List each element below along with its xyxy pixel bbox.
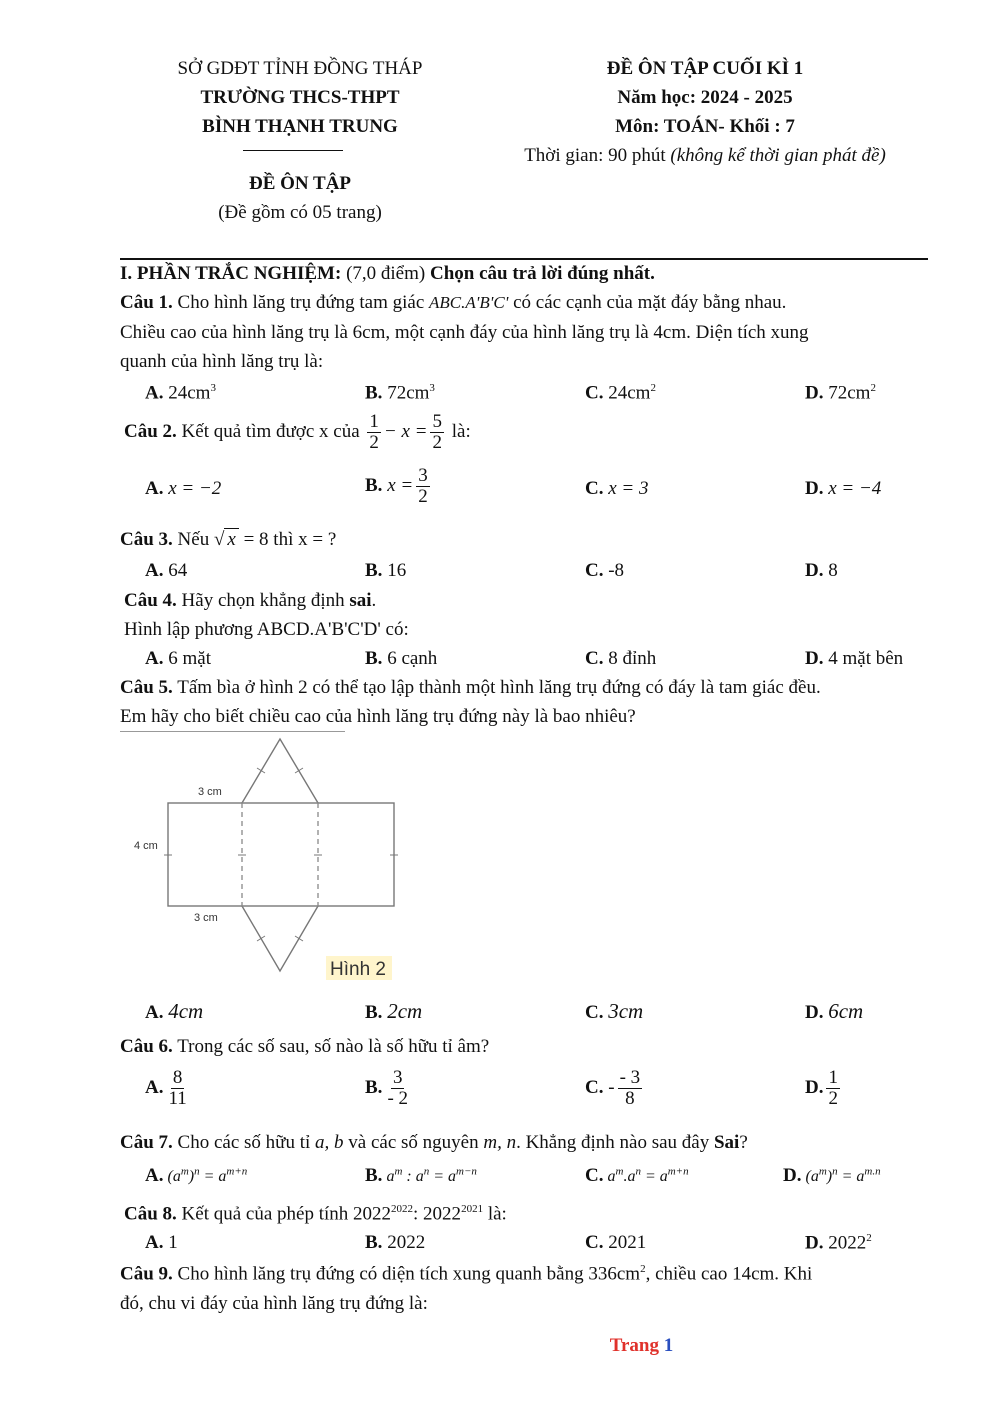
fig-label-bottom: 3 cm (194, 912, 218, 924)
q3-post: = 8 thì x = ? (243, 529, 337, 550)
section-divider (120, 258, 928, 260)
q2-option-c[interactable]: C. x = 3 (585, 478, 649, 499)
q9-line2: đó, chu vi đáy của hình lăng trụ đứng là: (120, 1293, 428, 1314)
question-9: Câu 9. Cho hình lăng trụ đứng có diện tích xung quanh bằng $336cm^2$, chiều cao 14cm. Khi (120, 1263, 813, 1285)
header-divider (243, 150, 343, 151)
q2-label: Câu 2. (124, 420, 177, 442)
q2-option-a[interactable]: A. x = −2 (145, 478, 222, 499)
time-main: Thời gian: 90 phút (524, 145, 666, 166)
q7-option-c[interactable]: C. $a^m.a^n = a^{m+n}$ (585, 1165, 689, 1186)
q6-option-a[interactable]: A. $\frac{8}{11}$ (145, 1067, 187, 1109)
q1-option-b[interactable]: B. $72cm^3$ (365, 382, 435, 404)
footer-word: Trang (609, 1335, 659, 1356)
school-year: Năm học: 2024 - 2025 (617, 87, 793, 108)
q4-text: Hãy chọn khẳng định (181, 590, 345, 611)
question-4: Câu 4. Hãy chọn khẳng định sai. (124, 590, 377, 611)
fig-label-top: 3 cm (198, 786, 222, 798)
question-7: Câu 7. Cho các số hữu tỉ a, b và các số nguyên m, n. Khẳng định nào sau đây Sai? (120, 1132, 748, 1153)
q6-text: Trong các số sau, số nào là số hữu tỉ âm? (177, 1036, 490, 1057)
q8-option-a[interactable]: A. 1 (145, 1232, 178, 1253)
q6-option-b[interactable]: B. $\frac{3}{- 2}$ (365, 1067, 409, 1109)
footer-number: 1 (663, 1335, 674, 1356)
outer-rect (168, 803, 394, 906)
subject: Môn: TOÁN- Khối : 7 (615, 116, 795, 137)
q1-option-c[interactable]: C. $24cm^2$ (585, 382, 656, 404)
q6-option-c[interactable]: C. - $\frac{- 3}{8}$ (585, 1067, 641, 1109)
fig-label-left: 4 cm (134, 840, 158, 852)
top-triangle (242, 739, 318, 803)
q5-option-a[interactable]: A. 4cm (145, 999, 204, 1023)
q5-underline (120, 731, 345, 732)
exam-title: ĐỀ ÔN TẬP CUỐI KÌ 1 (606, 58, 804, 79)
q8-option-c[interactable]: C. 2021 (585, 1232, 647, 1253)
q5-option-c[interactable]: C. 3cm (585, 999, 644, 1023)
question-3 (120, 529, 336, 551)
q4-label: Câu 4. (124, 590, 177, 611)
q7-option-b[interactable]: B. $a^m$ : $a^n = a^{m-n}$ (365, 1165, 477, 1186)
school-line2: BÌNH THẠNH TRUNG (202, 116, 398, 137)
q2-text: Kết quả tìm được x của (181, 420, 360, 442)
q2-frac-1: $\frac{1}{2}$ (369, 411, 379, 453)
q5-line2: Em hãy cho biết chiều cao của hình lăng trụ đứng này là bao nhiêu? (120, 706, 636, 727)
q4-bold: sai (349, 590, 372, 611)
q4-option-a[interactable]: A. 6 mặt (145, 648, 211, 669)
q9-label: Câu 9. (120, 1263, 173, 1285)
q3-sqrt: √ x (214, 528, 239, 550)
q3-option-c[interactable]: C. -8 (585, 560, 625, 581)
q3-option-a[interactable]: A. 64 (145, 560, 188, 581)
q3-pre: Nếu (177, 529, 210, 550)
q6-option-d[interactable]: D. $\frac{1}{2}$ (805, 1067, 838, 1109)
question-1 (120, 292, 930, 314)
q8-option-d[interactable]: D. 2022$^2$ (805, 1232, 872, 1254)
q2-eq: − x = (383, 420, 428, 442)
q5-line1: Tấm bìa ở hình 2 có thể tạo lập thành một hình lăng trụ đứng có đáy là tam giác đều. (177, 677, 821, 698)
q2-tail: là: (451, 420, 471, 442)
q5-option-d[interactable]: D. 6cm (805, 999, 864, 1023)
q1-text-b: có các cạnh của mặt đáy bằng nhau. (513, 292, 787, 313)
q4-option-b[interactable]: B. 6 cạnh (365, 648, 438, 669)
q1-line3: quanh của hình lăng trụ là: (120, 351, 324, 372)
section-heading (120, 263, 655, 285)
prism-net-figure (120, 735, 420, 985)
pages-note: (Đề gồm có 05 trang) (218, 202, 382, 223)
q7-option-a[interactable]: A. $(a^m)^n = a^{m+n}$ (145, 1165, 248, 1186)
section-instruction: Chọn câu trả lời đúng nhất. (429, 263, 655, 284)
exam-time (490, 145, 920, 167)
section-points: (7,0 điểm) (346, 263, 426, 284)
q1-text: Cho hình lăng trụ đứng tam giác (177, 292, 425, 313)
q2-frac-2: $\frac{5}{2}$ (432, 411, 442, 453)
q4-line2: Hình lập phương ABCD.A'B'C'D' có: (124, 619, 409, 640)
q1-prism: ABC.A'B'C' (429, 293, 509, 312)
dept-name: SỞ GDĐT TỈNH ĐỒNG THÁP (177, 58, 423, 79)
header-left (120, 58, 480, 145)
exam-label: ĐỀ ÔN TẬP (248, 173, 352, 194)
q6-label: Câu 6. (120, 1036, 173, 1057)
school-line1: TRƯỜNG THCS-THPT (200, 87, 400, 108)
q5-option-b[interactable]: B. 2cm (365, 999, 423, 1023)
q8-option-b[interactable]: B. 2022 (365, 1232, 426, 1253)
header-right (490, 58, 920, 167)
q3-option-d[interactable]: D. 8 (805, 560, 838, 581)
q2-option-b[interactable]: B. x = $\frac{3}{2}$ (365, 465, 428, 507)
time-note: (không kể thời gian phát đề) (670, 145, 886, 166)
q4-option-c[interactable]: C. 8 đỉnh (585, 648, 657, 669)
section-title: I. PHẦN TRẮC NGHIỆM: (120, 263, 342, 284)
question-2 (124, 412, 471, 453)
q4-option-d[interactable]: D. 4 mặt bên (805, 648, 904, 669)
question-8: Câu 8. Kết quả của phép tính $2022^{2022}$: $2022^{2021}$ là: (124, 1203, 507, 1225)
fig-caption: Hình 2 (330, 959, 386, 980)
question-6 (120, 1036, 489, 1058)
q2-option-d[interactable]: D. x = −4 (805, 478, 882, 499)
q7-label: Câu 7. (120, 1132, 173, 1153)
q1-label: Câu 1. (120, 292, 173, 313)
q5-label: Câu 5. (120, 677, 173, 698)
q1-line2: Chiều cao của hình lăng trụ là 6cm, một cạnh đáy của hình lăng trụ là 4cm. Diện tích xung (120, 322, 809, 343)
q1-option-a[interactable]: A. $24cm^3$ (145, 382, 216, 404)
q7-option-d[interactable]: D. $(a^m)^n = a^{m.n}$ (783, 1165, 881, 1186)
q8-label: Câu 8. (124, 1203, 177, 1225)
bottom-triangle (242, 906, 318, 971)
question-5 (120, 677, 821, 699)
q3-option-b[interactable]: B. 16 (365, 560, 407, 581)
q1-option-d[interactable]: D. $72cm^2$ (805, 382, 876, 404)
page-footer (0, 1335, 1000, 1357)
q3-label: Câu 3. (120, 529, 173, 550)
